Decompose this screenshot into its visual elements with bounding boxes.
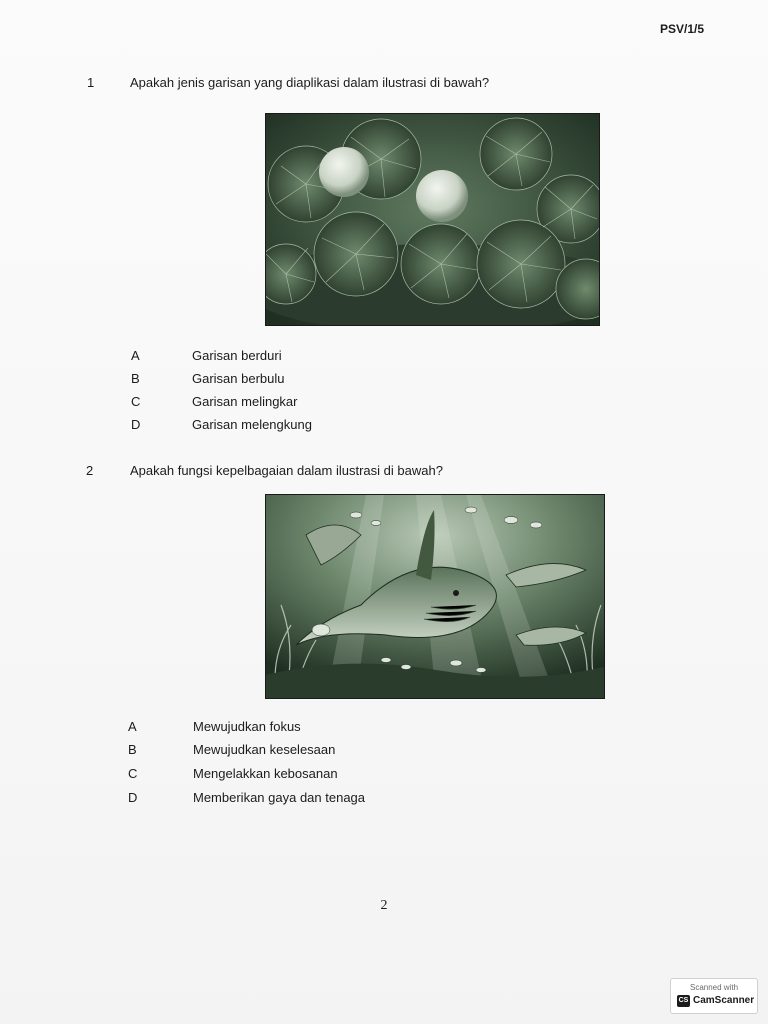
q1-option-d-text: Garisan melengkung: [192, 417, 312, 432]
q2-option-b-text: Mewujudkan keselesaan: [193, 742, 336, 757]
q2-option-a-text: Mewujudkan fokus: [193, 719, 301, 734]
question-1-number: 1: [87, 75, 95, 90]
camscanner-label: CamScanner: [693, 995, 755, 1006]
q2-option-d-letter: D: [128, 790, 138, 805]
q1-option-c-letter: C: [131, 394, 141, 409]
q1-option-b-letter: B: [131, 371, 140, 386]
q1-option-b-text: Garisan berbulu: [192, 371, 285, 386]
q2-option-c-text: Mengelakkan kebosanan: [193, 766, 338, 781]
q1-option-c-text: Garisan melingkar: [192, 394, 298, 409]
rambutan-illustration: [265, 113, 600, 326]
q1-option-a-text: Garisan berduri: [192, 348, 282, 363]
scanned-with-label: Scanned with: [689, 983, 739, 992]
question-2-number: 2: [86, 463, 94, 478]
q2-option-a-letter: A: [128, 719, 137, 734]
q2-option-d-text: Memberikan gaya dan tenaga: [193, 790, 366, 805]
q2-option-c-letter: C: [128, 766, 138, 781]
page-number: 2: [380, 898, 388, 913]
camscanner-watermark: [670, 978, 758, 1014]
q2-option-b-letter: B: [128, 742, 137, 757]
camscanner-logo-icon: CS: [677, 995, 690, 1007]
question-1-text: Apakah jenis garisan yang diaplikasi dalam ilustrasi di bawah?: [130, 75, 490, 90]
question-2-text: Apakah fungsi kepelbagaian dalam ilustrasi di bawah?: [130, 463, 443, 478]
q1-option-d-letter: D: [131, 417, 141, 432]
paper-code: PSV/1/5: [659, 22, 704, 36]
q1-option-a-letter: A: [131, 348, 140, 363]
ocean-life-illustration: [265, 494, 605, 699]
